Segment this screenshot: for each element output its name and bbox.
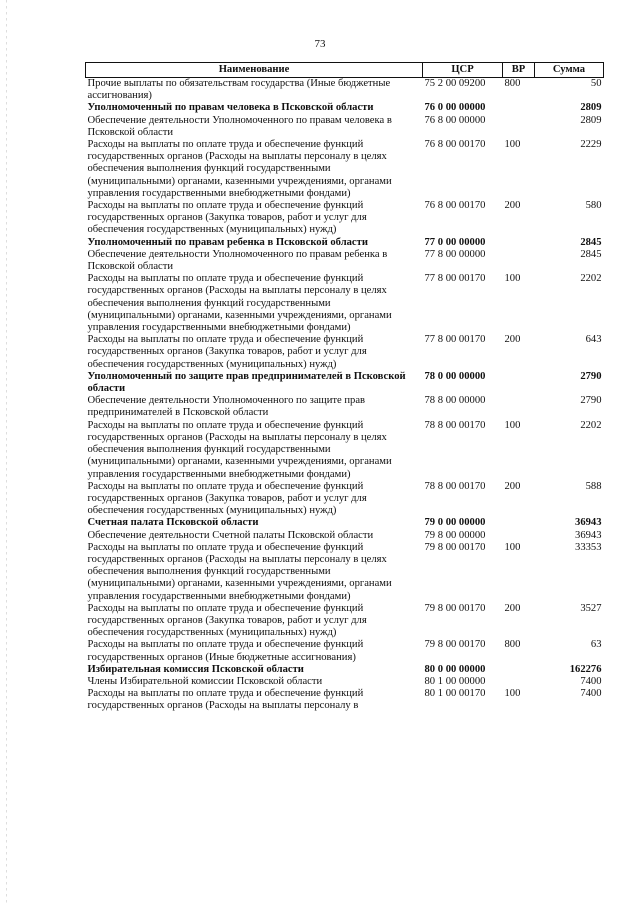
header-vr: ВР <box>503 63 535 78</box>
cell-name: Расходы на выплаты по оплате труда и обеспечение функций государственных органов (Закупка товаров, работ и услуг для обеспечения государственных (муниципальных) нужд) <box>87 334 367 370</box>
cell-sum: 33353 <box>575 541 602 553</box>
table-row <box>86 530 604 542</box>
table-row <box>86 237 604 249</box>
page-number: 73 <box>314 38 326 50</box>
cell-sum: 2790 <box>580 370 602 382</box>
cell-sum: 2809 <box>580 114 602 126</box>
table-row <box>86 102 604 114</box>
table-row <box>86 481 604 518</box>
cell-csr: 80 1 00 00170 <box>424 688 486 700</box>
cell-csr: 78 8 00 00000 <box>424 395 486 407</box>
cell-name: Уполномоченный по защите прав предпринимателей в Псковской области <box>87 370 406 395</box>
cell-csr: 77 8 00 00170 <box>424 273 486 285</box>
cell-vr: 100 <box>504 419 521 431</box>
cell-name: Счетная палата Псковской области <box>87 517 259 529</box>
cell-sum: 63 <box>590 639 602 651</box>
cell-csr: 79 8 00 00000 <box>424 529 486 541</box>
cell-sum: 2202 <box>580 419 602 431</box>
cell-sum: 7400 <box>580 688 602 700</box>
table-row <box>86 420 604 481</box>
header-name: Наименование <box>86 63 423 78</box>
cell-csr: 77 8 00 00170 <box>424 334 486 346</box>
cell-name: Расходы на выплаты по оплате труда и обеспечение функций государственных органов (Закупка товаров, работ и услуг для обеспечения государственных (муниципальных) нужд) <box>87 200 367 236</box>
table-row <box>86 249 604 273</box>
cell-name: Члены Избирательной комиссии Псковской области <box>87 675 323 687</box>
cell-vr: 200 <box>504 480 521 492</box>
cell-sum: 2202 <box>580 273 602 285</box>
cell-vr: 100 <box>504 139 521 151</box>
cell-sum: 643 <box>585 334 602 346</box>
cell-name: Прочие выплаты по обязательствам государства (Иные бюджетные ассигнования) <box>87 78 391 102</box>
table-row <box>86 603 604 640</box>
cell-csr: 76 8 00 00000 <box>424 114 486 126</box>
cell-vr <box>503 517 535 529</box>
table-row <box>86 139 604 200</box>
table-header-row <box>86 63 604 78</box>
table-row <box>86 688 604 712</box>
cell-vr <box>503 395 535 419</box>
budget-table <box>85 62 604 713</box>
cell-vr <box>503 664 535 676</box>
cell-csr: 80 1 00 00000 <box>424 675 486 687</box>
table-row <box>86 395 604 419</box>
cell-vr <box>503 102 535 114</box>
cell-sum: 50 <box>590 78 602 89</box>
table-row <box>86 664 604 676</box>
cell-vr: 200 <box>504 200 521 212</box>
cell-csr: 78 0 00 00000 <box>424 370 486 382</box>
cell-vr <box>503 249 535 273</box>
scan-edge-artifact <box>6 0 7 905</box>
cell-sum: 162276 <box>569 663 602 675</box>
cell-name: Расходы на выплаты по оплате труда и обеспечение функций государственных органов (Расходы на выплаты персоналу в целях обеспечения выполнения функций государственными (муниципальными) органами, казенными учреждениями, органами управления государственными внебюджетными фондами) <box>87 541 392 602</box>
cell-vr <box>503 237 535 249</box>
cell-name: Избирательная комиссия Псковской области <box>87 663 304 675</box>
header-sum: Сумма <box>535 63 604 78</box>
cell-name: Расходы на выплаты по оплате труда и обеспечение функций государственных органов (Расходы на выплаты персоналу в <box>87 688 364 712</box>
cell-vr <box>503 676 535 688</box>
table-body <box>86 78 604 713</box>
header-csr: ЦСР <box>423 63 503 78</box>
cell-vr <box>503 530 535 542</box>
cell-csr: 78 8 00 00170 <box>424 480 486 492</box>
cell-sum: 588 <box>585 480 602 492</box>
table-row <box>86 371 604 395</box>
table-row <box>86 115 604 139</box>
cell-csr: 79 8 00 00170 <box>424 602 486 614</box>
table-row <box>86 676 604 688</box>
cell-csr: 76 8 00 00170 <box>424 200 486 212</box>
cell-sum: 2845 <box>580 236 602 248</box>
cell-csr: 75 2 00 09200 <box>424 78 486 89</box>
cell-vr: 200 <box>504 334 521 346</box>
table-row <box>86 517 604 529</box>
cell-vr: 800 <box>504 639 521 651</box>
table-row <box>86 273 604 334</box>
cell-vr: 200 <box>504 602 521 614</box>
cell-name: Расходы на выплаты по оплате труда и обеспечение функций государственных органов (Расходы на выплаты персоналу в целях обеспечения выполнения функций государственными (муниципальными) органами, казенными учреждениями, органами управления государственными внебюджетными фондами) <box>87 139 392 199</box>
cell-name: Расходы на выплаты по оплате труда и обеспечение функций государственных органов (Расходы на выплаты персоналу в целях обеспечения выполнения функций государственными (муниципальными) органами, казенными учреждениями, органами управления государственными внебюджетными фондами) <box>87 273 392 334</box>
cell-csr: 80 0 00 00000 <box>424 663 486 675</box>
cell-vr: 800 <box>504 78 521 89</box>
cell-sum: 2845 <box>580 248 602 260</box>
cell-csr: 79 8 00 00170 <box>424 639 486 651</box>
cell-vr <box>503 371 535 395</box>
cell-sum: 2229 <box>580 139 602 151</box>
cell-name: Уполномоченный по правам человека в Псковской области <box>87 102 374 114</box>
cell-csr: 77 0 00 00000 <box>424 236 486 248</box>
cell-vr <box>503 115 535 139</box>
cell-csr: 78 8 00 00170 <box>424 419 486 431</box>
cell-sum: 36943 <box>575 529 602 541</box>
cell-vr: 100 <box>504 688 521 700</box>
cell-csr: 76 0 00 00000 <box>424 102 486 114</box>
table-row <box>86 78 604 103</box>
cell-sum: 3527 <box>580 602 602 614</box>
cell-sum: 580 <box>585 200 602 212</box>
cell-name: Обеспечение деятельности Уполномоченного по защите прав предпринимателей в Псковской области <box>87 395 366 419</box>
table-row <box>86 334 604 371</box>
cell-name: Обеспечение деятельности Уполномоченного по правам ребенка в Псковской области <box>87 248 388 273</box>
cell-name: Обеспечение деятельности Уполномоченного по правам человека в Псковской области <box>87 114 392 138</box>
cell-vr: 100 <box>504 541 521 553</box>
table-row <box>86 200 604 237</box>
cell-sum: 2809 <box>580 102 602 114</box>
cell-sum: 2790 <box>580 395 602 407</box>
cell-csr: 77 8 00 00000 <box>424 248 486 260</box>
cell-csr: 79 0 00 00000 <box>424 517 486 529</box>
cell-sum: 7400 <box>580 675 602 687</box>
cell-name: Уполномоченный по правам ребенка в Псковской области <box>87 236 368 248</box>
cell-name: Обеспечение деятельности Счетной палаты Псковской области <box>87 529 374 541</box>
cell-name: Расходы на выплаты по оплате труда и обеспечение функций государственных органов (Расходы на выплаты персоналу в целях обеспечения выполнения функций государственными (муниципальными) органами, казенными учреждениями, органами управления государственными внебюджетными фондами) <box>87 419 392 480</box>
table-row <box>86 542 604 603</box>
cell-name: Расходы на выплаты по оплате труда и обеспечение функций государственных органов (Закупка товаров, работ и услуг для обеспечения государственных (муниципальных) нужд) <box>87 480 367 517</box>
cell-name: Расходы на выплаты по оплате труда и обеспечение функций государственных органов (Иные бюджетные ассигнования) <box>87 639 364 663</box>
cell-sum: 36943 <box>575 517 602 529</box>
cell-csr: 79 8 00 00170 <box>424 541 486 553</box>
cell-csr: 76 8 00 00170 <box>424 139 486 151</box>
cell-vr: 100 <box>504 273 521 285</box>
table-row <box>86 639 604 663</box>
cell-name: Расходы на выплаты по оплате труда и обеспечение функций государственных органов (Закупка товаров, работ и услуг для обеспечения государственных (муниципальных) нужд) <box>87 602 367 639</box>
